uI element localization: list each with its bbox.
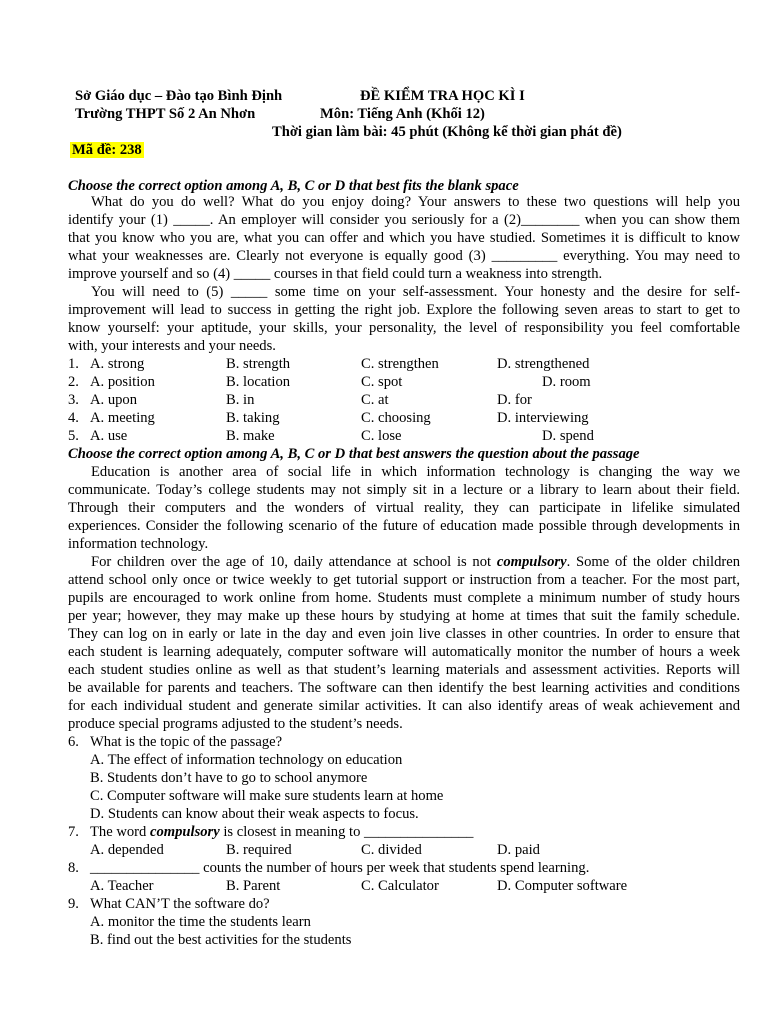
question-number: 1. bbox=[68, 356, 79, 372]
question-number: 3. bbox=[68, 392, 79, 408]
section2-para1-line: experiences. Consider the following scenario of the future of education made possible through developments in bbox=[68, 518, 740, 534]
question-number: 8. bbox=[68, 860, 79, 876]
option-b: B. taking bbox=[226, 410, 280, 426]
option-a: A. upon bbox=[90, 392, 138, 408]
section1-para2-line: improvement will lead to success in getting the right job. Explore the following seven areas to start to get to bbox=[68, 302, 740, 318]
q7-option-a: A. depended bbox=[90, 842, 164, 858]
section1-para1-line: improve yourself and so (4) _____ courses in that field could turn a weakness into strength. bbox=[68, 266, 603, 282]
option-b: B. strength bbox=[226, 356, 291, 372]
section1-para1-line: identify your (1) _____. An employer will consider you seriously for a (2)________ when you can show them bbox=[68, 212, 740, 228]
q6-option-d: D. Students can know about their weak aspects to focus. bbox=[90, 806, 419, 822]
option-a: A. position bbox=[90, 374, 155, 390]
question-6-text: What is the topic of the passage? bbox=[90, 734, 283, 750]
section1-para1-line: What do you do well? What do you enjoy doing? Your answers to these two questions will help you bbox=[91, 194, 740, 210]
section2-instruction: Choose the correct option among A, B, C or D that best answers the question about the passage bbox=[68, 446, 640, 462]
section2-para2-line: pupils are encouraged to work online from home. Students must complete a minimum number of study hours bbox=[68, 590, 740, 606]
q9-option-a: A. monitor the time the students learn bbox=[90, 914, 311, 930]
question-9-text: What CAN’T the software do? bbox=[90, 896, 270, 912]
section1-para2-line: You will need to (5) _____ some time on your self-assessment. Your honesty and the desire for self- bbox=[91, 284, 740, 300]
option-d: D. strengthened bbox=[497, 356, 590, 372]
question-number: 5. bbox=[68, 428, 79, 444]
section2-para1-line: information technology. bbox=[68, 536, 209, 552]
exam-time: Thời gian làm bài: 45 phút (Không kể thời gian phát đề) bbox=[272, 124, 622, 140]
option-c: C. at bbox=[361, 392, 389, 408]
q7-post: is closest in meaning to _______________ bbox=[219, 824, 474, 840]
section2-para1-line: Through their computers and the wonders of virtual reality, they can participate in lifelike simulated bbox=[68, 500, 740, 516]
q7-option-b: B. required bbox=[226, 842, 292, 858]
section2-para1-line: communicate. Today’s college students may not simply sit in a lecture or a library to learn about their field. bbox=[68, 482, 740, 498]
option-c: C. choosing bbox=[361, 410, 431, 426]
question-8-text: _______________ counts the number of hours per week that students spend learning. bbox=[90, 860, 590, 876]
option-c: C. spot bbox=[361, 374, 403, 390]
option-d: D. spend bbox=[542, 428, 594, 444]
compulsory-word: compulsory bbox=[496, 554, 567, 570]
section2-para2-line: produce special programs adjusted to the student’s needs. bbox=[68, 716, 403, 732]
question-number: 2. bbox=[68, 374, 79, 390]
section2-para2-line: be available for parents and teachers. The software can then identify the best learning activities and conditions bbox=[68, 680, 740, 696]
section1-para2-line: know yourself: your aptitude, your skills, your personality, the level of responsibility you feel comfortable bbox=[68, 320, 740, 336]
option-b: B. in bbox=[226, 392, 255, 408]
school-name: Trường THPT Số 2 An Nhơn bbox=[75, 106, 256, 122]
option-b: B. make bbox=[226, 428, 275, 444]
question-number: 4. bbox=[68, 410, 79, 426]
option-a: A. strong bbox=[90, 356, 145, 372]
option-a: A. meeting bbox=[90, 410, 155, 426]
q8-option-d: D. Computer software bbox=[497, 878, 628, 894]
exam-title: ĐỀ KIỂM TRA HỌC KÌ I bbox=[360, 88, 525, 104]
q8-option-a: A. Teacher bbox=[90, 878, 154, 894]
section2-para2-line: per year; however, they may make up these hours by studying at home at times that suit the family schedule. bbox=[68, 608, 740, 624]
question-7-text bbox=[90, 823, 473, 841]
section2-para2-line: each student studies online as well as that student’s learning materials and assessment activities. Reports will bbox=[68, 662, 740, 678]
section1-para2-line: with, your interests and your needs. bbox=[68, 338, 276, 354]
q8-option-b: B. Parent bbox=[226, 878, 281, 894]
exam-code bbox=[70, 141, 144, 159]
question-number: 9. bbox=[68, 896, 79, 912]
question-number: 6. bbox=[68, 734, 79, 750]
question-number: 7. bbox=[68, 824, 79, 840]
q6-option-c: C. Computer software will make sure students learn at home bbox=[90, 788, 444, 804]
option-d: D. room bbox=[542, 374, 591, 390]
q7-option-c: C. divided bbox=[361, 842, 422, 858]
section2-para2-line: for each individual student and generate similar activities. It can also identify areas of weak achievement and bbox=[68, 698, 740, 714]
q6-option-b: B. Students don’t have to go to school anymore bbox=[90, 770, 368, 786]
q8-option-c: C. Calculator bbox=[361, 878, 439, 894]
option-b: B. location bbox=[226, 374, 291, 390]
option-c: C. strengthen bbox=[361, 356, 439, 372]
q6-option-a: A. The effect of information technology on education bbox=[90, 752, 403, 768]
section2-para2-line: attend school only once or twice weekly to get tutorial support or instruction from a teacher. For the most part, bbox=[68, 572, 740, 588]
section1-para1-line: what your weaknesses are. Clearly not everyone is equally good (3) _________ everything. You may need to bbox=[68, 248, 740, 264]
q7-option-d: D. paid bbox=[497, 842, 540, 858]
section2-para2-line: each student is learning adequately, computer software will automatically monitor the number of hours a week bbox=[68, 644, 740, 660]
section2-para1-line: Education is another area of social life in which information technology is changing the way we bbox=[91, 464, 740, 480]
option-a: A. use bbox=[90, 428, 128, 444]
option-d: D. for bbox=[497, 392, 532, 408]
exam-code-label: Mã đề: 238 bbox=[72, 142, 142, 158]
department-name: Sở Giáo dục – Đào tạo Bình Định bbox=[75, 88, 283, 104]
section1-para1-line: that you know who you are, what you can offer and which you have studied. Sometimes it is difficult to know bbox=[68, 230, 740, 246]
q7-keyword: compulsory bbox=[149, 824, 220, 840]
section2-para2-first-line bbox=[91, 553, 740, 571]
option-d: D. interviewing bbox=[497, 410, 589, 426]
q7-pre: The word bbox=[90, 824, 150, 840]
section2-para2-line: They can log on in early or late in the day and even join live classes in other countries. In order to ensure that bbox=[68, 626, 740, 642]
para2-text-pre: For children over the age of 10, daily attendance at school is not bbox=[91, 554, 497, 570]
q9-option-b: B. find out the best activities for the students bbox=[90, 932, 352, 948]
subject: Môn: Tiếng Anh (Khối 12) bbox=[320, 106, 485, 122]
para2-text-post: . Some of the older children bbox=[566, 554, 741, 570]
section1-instruction: Choose the correct option among A, B, C or D that best fits the blank space bbox=[68, 178, 519, 194]
option-c: C. lose bbox=[361, 428, 402, 444]
